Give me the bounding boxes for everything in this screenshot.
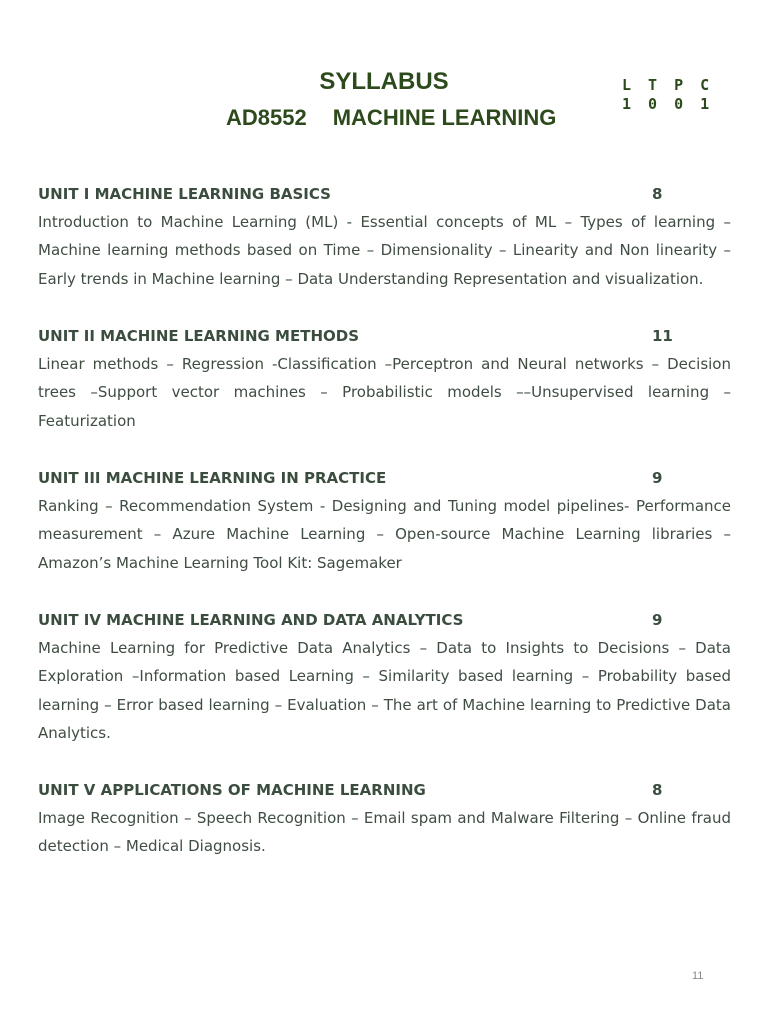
- page-number: 11: [692, 970, 704, 982]
- unit-heading: [38, 322, 731, 350]
- syllabus-title: SYLLABUS: [319, 68, 449, 95]
- unit-section: [38, 180, 731, 293]
- course-code: AD8552: [226, 105, 307, 130]
- unit-heading: [38, 180, 731, 208]
- unit-hours: 8: [652, 781, 663, 799]
- unit-section: [38, 464, 731, 577]
- unit-content: Machine Learning for Predictive Data Analytics – Data to Insights to Decisions – Data Exploration –Information based Learning – Similarity based learning – Probability based learning – Error based learning – Evaluation – The art of Machine learning to Predictive Data Analytics.: [38, 639, 731, 743]
- unit-content: Introduction to Machine Learning (ML) - Essential concepts of ML – Types of learning – Machine learning methods based on Time – Dimensionality – Linearity and Non linearity – Early trends in Machine learning – Data Understanding Representation and visualization.: [38, 213, 731, 288]
- course-heading: [226, 105, 556, 131]
- unit-content: Ranking – Recommendation System - Designing and Tuning model pipelines- Performance measurement – Azure Machine Learning – Open-source Machine Learning libraries – Amazon’s Machine Learning Tool Kit: Sagemaker: [38, 497, 731, 572]
- ltpc-values: 1 0 0 1: [622, 95, 714, 113]
- unit-title: UNIT IV MACHINE LEARNING AND DATA ANALYTICS: [38, 611, 464, 629]
- ltpc-header: L T P C: [622, 76, 714, 94]
- unit-title: UNIT II MACHINE LEARNING METHODS: [38, 327, 360, 345]
- unit-section: [38, 322, 731, 435]
- unit-section: [38, 776, 731, 861]
- unit-title: UNIT I MACHINE LEARNING BASICS: [38, 185, 331, 203]
- unit-heading: [38, 464, 731, 492]
- unit-content: Linear methods – Regression -Classification –Perceptron and Neural networks – Decision trees –Support vector machines – Probabilistic models ––Unsupervised learning – Featurization: [38, 355, 731, 430]
- unit-heading: [38, 776, 731, 804]
- unit-heading: [38, 606, 731, 634]
- unit-section: [38, 606, 731, 748]
- unit-hours: 11: [652, 327, 673, 345]
- unit-title: UNIT V APPLICATIONS OF MACHINE LEARNING: [38, 781, 426, 799]
- unit-content: Image Recognition – Speech Recognition – Email spam and Malware Filtering – Online fraud detection – Medical Diagnosis.: [38, 809, 731, 856]
- unit-hours: 9: [652, 469, 663, 487]
- course-name: MACHINE LEARNING: [332, 105, 557, 130]
- unit-hours: 9: [652, 611, 663, 629]
- unit-title: UNIT III MACHINE LEARNING IN PRACTICE: [38, 469, 387, 487]
- unit-hours: 8: [652, 185, 663, 203]
